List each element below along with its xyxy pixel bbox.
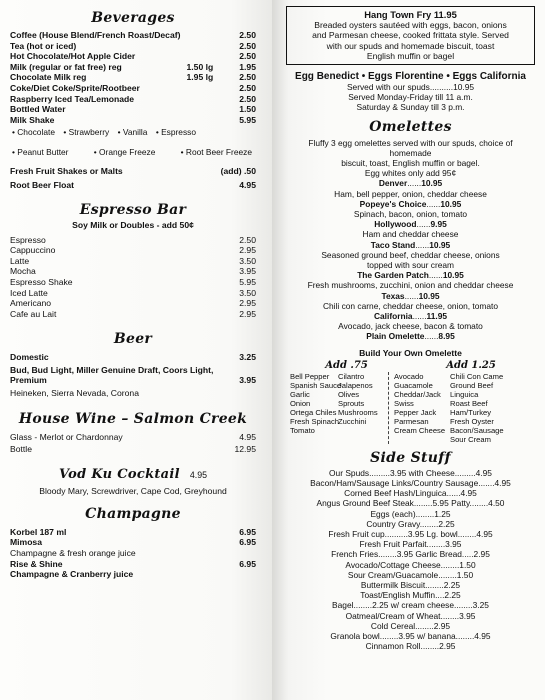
vodka-header <box>10 467 256 482</box>
menu-item: Latte 3.50 <box>10 255 256 266</box>
byo-col: Bell Pepper Spanish Sauce Garlic Onion Ortega Chiles Fresh Spinach Tomato <box>290 371 342 435</box>
menu-item: Iced Latte 3.50 <box>10 287 256 298</box>
list-item: Eggs (each)........1.25 <box>370 508 451 519</box>
byo-headers <box>286 360 535 371</box>
vodka-title: Vod Ku Cocktail <box>58 466 180 482</box>
menu-item: Premium 3.95 <box>10 375 256 386</box>
vodka-desc: Bloody Mary, Screwdriver, Cape Cod, Greyhound <box>39 485 227 496</box>
menu-item: Hot Chocolate/Hot Apple Cider 2.50 <box>10 51 256 62</box>
sides-title: Side Stuff <box>370 449 451 466</box>
byo-col: Chili Con Came Ground Beef Linguica Roast Beef Ham/Turkey Fresh Oyster Bacon/Sausage Sour Cream <box>450 371 504 444</box>
espresso-list <box>10 235 256 320</box>
champagne-title: Champagne <box>85 505 181 522</box>
menu-item: Raspberry Iced Tea/Lemonade 2.50 <box>10 93 256 104</box>
list-item: Oatmeal/Cream of Wheat........3.95 <box>345 610 476 621</box>
menu-item: Milk Shake 5.95 <box>10 114 256 125</box>
menu-item: Bottled Water 1.50 <box>10 104 256 115</box>
omelettes-title: Omelettes <box>369 118 452 135</box>
list-item: Fresh Fruit Parfait........3.95 <box>359 539 462 550</box>
menu-item: Domestic 3.25 <box>10 352 256 363</box>
beverages-title: Beverages <box>91 10 175 26</box>
list-item: Granola bowl........3.95 w/ banana........4.95 <box>330 630 491 641</box>
menu-item: Mimosa 6.95 <box>10 537 256 548</box>
list-item: Buttermilk Biscuit........2.25 <box>360 579 461 590</box>
menu-item: Rise & Shine 6.95 <box>10 558 256 569</box>
beer-title: Beer <box>113 331 153 348</box>
benedict-title: Egg Benedict • Eggs Florentine • Eggs California <box>295 71 526 83</box>
menu-item: Tea (hot or iced) 2.50 <box>10 40 256 51</box>
list-item: California......11.95 <box>373 311 448 322</box>
shake-flavors-row: • Chocolate • Strawberry • Vanilla • Espresso <box>12 127 196 138</box>
rise-desc: Champagne & Cranberry juice <box>10 569 134 580</box>
menu-item: Cappuccino 2.95 <box>10 245 256 256</box>
list-item: Sour Cream/Guacamole........1.50 <box>347 569 474 580</box>
list-item: Avocado/Cottage Cheese........1.50 <box>345 559 476 570</box>
list-item: Bagel........2.25 w/ cream cheese........3.25 <box>332 600 489 611</box>
espresso-title: Espresso Bar <box>79 201 187 218</box>
list-item: Toast/English Muffin....2.25 <box>360 590 461 601</box>
list-item: Cinnamon Roll........2.95 <box>365 641 456 652</box>
menu-item: Korbel 187 ml 6.95 <box>10 526 256 537</box>
list-item: The Garden Patch......10.95 <box>357 270 464 281</box>
byo-add75: Add .75 <box>325 359 368 371</box>
byo-col: Avocado Guacamole Cheddar/Jack Swiss Pepper Jack Parmesan Cream Cheese <box>388 372 444 444</box>
list-item: Hollywood......9.95 <box>374 219 447 230</box>
menu-item: Fresh Fruit Shakes or Malts (add) .50 <box>10 166 256 177</box>
list-item: Our Spuds.........3.95 with Cheese.........4.95 <box>329 467 492 478</box>
menu-item: Cafe au Lait 2.95 <box>10 308 256 319</box>
menu-item: Mocha 3.95 <box>10 266 256 277</box>
byo-title: Build Your Own Omelette <box>359 347 462 358</box>
menu-item: Milk (regular or fat free) reg 1.50 lg 1.95 <box>10 61 256 72</box>
shake-flavors-row: • Peanut Butter • Orange Freeze • Root Beer Freeze <box>12 147 252 158</box>
sides-list <box>286 468 535 652</box>
beverages-list <box>10 30 256 125</box>
espresso-subtitle: Soy Milk or Doubles - add 50¢ <box>72 219 194 230</box>
menu-item: Espresso Shake 5.95 <box>10 276 256 287</box>
list-item: Fresh Fruit cup..........3.95 Lg. bowl........4.95 <box>328 528 493 539</box>
menu-item: Chocolate Milk reg 1.95 lg 2.50 <box>10 72 256 83</box>
byo-grid <box>286 372 535 444</box>
list-item: Corned Beef Hash/Linguica......4.95 <box>344 488 477 499</box>
beer-imports: Heineken, Sierra Nevada, Corona <box>10 388 139 399</box>
list-item: Bacon/Ham/Sausage Links/Country Sausage.......4.95 <box>310 477 511 488</box>
menu-item: Coffee (House Blend/French Roast/Decaf) 2.50 <box>10 30 256 40</box>
vodka-price: 4.95 <box>189 469 208 480</box>
list-item: Texas......10.95 <box>381 290 440 301</box>
menu-item: Glass - Merlot or Chardonnay 4.95 <box>10 431 256 442</box>
wine-title: House Wine – Salmon Creek <box>18 410 248 427</box>
right-menu-page: Hang Town Fry 11.95 Breaded oysters sautéed with eggs, bacon, onions and Parmesan cheese, cooked frittata style. Served with our spuds and homemade biscuit, toast English muffin or bagel Egg Benedict • Eggs Florentine • Eggs California Served with our spuds..........10.95 Served Monday-Friday till 11 a.m. Saturday & Sunday till 3 p.m. Omelettes Fluffy 3 egg omelettes served with our spuds, choice of homemade biscuit, toast, English muffin or bagel. Egg whites only add 95¢ Denver......10.95 Ham, bell pepper, onion, cheddar cheese Popeye's Choice......10.95 Spinach, bacon, onion, tomato Hollywood......9.95 Ham and cheddar cheese Taco Stand......10.95 Seasoned ground beef, cheddar cheese, onions topped with sour cream The Garden Patch......10.95 Fresh mushrooms, zucchini, onion and cheddar cheese Texas......10.95 Chili con carne, cheddar cheese, onion, tomato California......11.95 Avocado, jack cheese, bacon & tomato Plain Omelette......8.95 Build Your Own Omelette Add .75 Add 1.25 Bell Pepper Spanish Sauce Garlic Onion Ortega Chiles Fresh Spinach Tomato Cilantro Jalapenos Olives Sprouts Mushrooms Zucchini Avocado Guacamole Cheddar/Jack Swiss Pepper Jack Parmesan Cream Cheese Chili Con Came Ground Beef Linguica Roast Beef Ham/Turkey Fresh Oyster Bacon/Sausage Sour Cream Side Stuff Our Spuds.........3.95 with Cheese.........4.95 Bacon/Ham/Sausage Links/Country Sausage.......4.95 Corned Beef Hash/Linguica......4.95 Angus Ground Beef Steak........5.95 Patty........4.50 Eggs (each)........1.25 Country Gravy........2.25 Fresh Fruit cup..........3.95 Lg. bowl........4.95 Fresh Fruit Parfait........3.95 French Fries........3.95 Garlic Bread.....2.95 Avocado/Cottage Cheese........1.50 Sour Cream/Guacamole........1.50 Buttermilk Biscuit........2.25 Toast/English Muffin....2.25 Bagel........2.25 w/ cream cheese........3.25 Oatmeal/Cream of Wheat........3.95 Cold Cereal........2.95 Granola bowl........3.95 w/ banana........4.95 Cinnamon Roll........2.95 <box>272 0 545 700</box>
list-item: Country Gravy........2.25 <box>366 518 455 529</box>
hangtown-box: Hang Town Fry 11.95 Breaded oysters sautéed with eggs, bacon, onions and Parmesan cheese, cooked frittata style. Served with our spuds and homemade biscuit, toast English muffin or bagel <box>286 6 535 65</box>
list-item: French Fries........3.95 Garlic Bread.....2.95 <box>331 549 490 560</box>
list-item: Taco Stand......10.95 <box>370 239 451 250</box>
omelette-list: Denver......10.95 Ham, bell pepper, onion, cheddar cheese Popeye's Choice......10.95 Spinach, bacon, onion, tomato Hollywood......9.95 Ham and cheddar cheese Taco Stand......10.95 Seasoned ground beef, cheddar cheese, onions topped with sour cream The Garden Patch......10.95 Fresh mushrooms, zucchini, onion and cheddar cheese Texas......10.95 Chili con carne, cheddar cheese, onion, tomato California......11.95 Avocado, jack cheese, bacon & tomato Plain Omelette......8.95 <box>286 178 535 341</box>
list-item: Denver......10.95 <box>378 178 443 189</box>
mimosa-desc: Champagne & fresh orange juice <box>10 548 136 559</box>
menu-item: Americano 2.95 <box>10 298 256 309</box>
hangtown-title: Hang Town Fry 11.95 <box>364 9 457 20</box>
list-item: Angus Ground Beef Steak........5.95 Patty........4.50 <box>316 498 505 509</box>
byo-add125: Add 1.25 <box>446 359 496 371</box>
list-item: Plain Omelette......8.95 <box>366 331 455 342</box>
left-menu-page <box>0 0 272 700</box>
menu-item: Root Beer Float 4.95 <box>10 179 256 190</box>
menu-item: Espresso 2.50 <box>10 234 256 245</box>
list-item: Cold Cereal........2.95 <box>370 620 451 631</box>
menu-item: Coke/Diet Coke/Sprite/Rootbeer 2.50 <box>10 82 256 93</box>
menu-item: Bottle 12.95 <box>10 444 256 455</box>
list-item: Popeye's Choice......10.95 <box>359 198 462 209</box>
beer-brands: Bud, Bud Light, Miller Genuine Draft, Coors Light, <box>10 364 214 375</box>
byo-col: Cilantro Jalapenos Olives Sprouts Mushrooms Zucchini <box>338 371 378 426</box>
